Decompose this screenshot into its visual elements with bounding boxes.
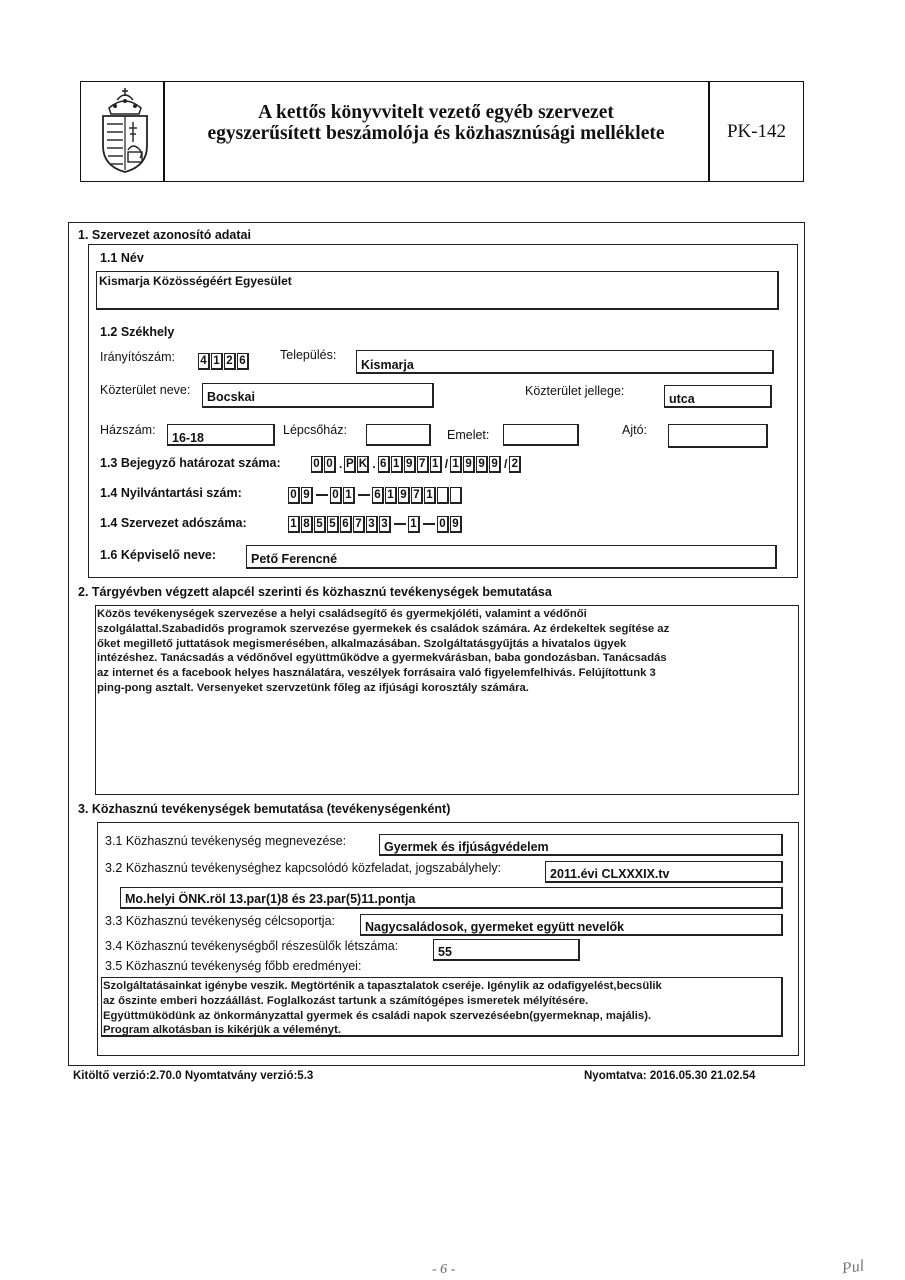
page-mark: - 6 -	[432, 1262, 456, 1277]
tax-char: 5	[314, 516, 326, 533]
street-label: Közterület neve:	[100, 383, 191, 397]
registry-char: 1	[430, 456, 442, 473]
results-text	[103, 979, 785, 1038]
tax-dash	[394, 523, 406, 525]
target-label: 3.3 Közhasznú tevékenység célcsoportja:	[105, 914, 335, 928]
section2-heading: 2. Tárgyévben végzett alapcél szerinti és közhasznú tevékenységek bemutatása	[78, 585, 552, 599]
city-field[interactable]: Kismarja	[356, 350, 774, 374]
house-label: Házszám:	[100, 423, 156, 437]
reg-no-char: 9	[301, 487, 313, 504]
registry-cells[interactable]	[311, 455, 522, 473]
registry-char: K	[357, 456, 369, 473]
name-value: Kismarja Közösségéért Egyesület	[99, 274, 292, 288]
name-label: 1.1 Név	[100, 251, 144, 265]
section2-line: az internet és a facebook helyes használatára, veszélyek forrásaira való figyelemfelhivás. Felújítottunk 3	[97, 667, 656, 680]
reg-no-char	[450, 487, 462, 504]
stair-field[interactable]	[366, 424, 431, 446]
results-line: Együttmüködünk az önkormányzattal gyermek és családi napok szervezéséebn(gyermeknap, majális).	[103, 1009, 652, 1022]
registry-separator: .	[372, 457, 376, 471]
participants-field[interactable]: 55	[433, 939, 580, 961]
tax-cells[interactable]	[288, 515, 463, 533]
zip-label: Irányítószám:	[100, 350, 176, 364]
section2-line: szolgálattal.Szabadidős programok szervezése gyermekek és családok számára. Az érdekeltek segítése az	[97, 622, 670, 635]
section3-heading: 3. Közhasznú tevékenységek bemutatása (tevékenységenként)	[78, 802, 451, 816]
target-field[interactable]: Nagycsaládosok, gyermeket együtt nevelők	[360, 914, 783, 936]
results-line: az őszinte emberi hozzáállást. Foglalkozást tartunk a számítógépes ismeretek mélyítésére.	[103, 994, 589, 1007]
street-type-field[interactable]: utca	[664, 385, 772, 408]
door-label: Ajtó:	[622, 423, 648, 437]
tax-char: 0	[437, 516, 449, 533]
tax-char: 6	[340, 516, 352, 533]
stair-label: Lépcsőház:	[283, 423, 347, 437]
section2-line: őket megillető juttatások megismerésében, alkalmazásában. Szolgáltatásgyűjtás a hivatalos ügyek	[97, 637, 627, 650]
street-field[interactable]: Bocskai	[202, 383, 434, 408]
tax-char: 3	[379, 516, 391, 533]
zip-digit: 4	[198, 353, 210, 370]
section2-text	[97, 607, 799, 696]
public-task-field[interactable]: 2011.évi CLXXXIX.tv	[545, 861, 783, 883]
tax-char: 9	[450, 516, 462, 533]
registry-char: 9	[476, 456, 488, 473]
rep-field[interactable]: Pető Ferencné	[246, 545, 777, 569]
reg-no-dash	[358, 494, 370, 496]
results-line: Program alkotásban is kikérjük a véleményt.	[103, 1024, 341, 1037]
reg-no-cells[interactable]	[288, 486, 463, 504]
results-line: Szolgáltatásainkat igénybe veszik. Megtörténik a tapasztalatok cseréje. Igénylik az odafigyelést,becsülik	[103, 980, 662, 992]
tax-char: 3	[366, 516, 378, 533]
reg-no-label: 1.4 Nyilvántartási szám:	[100, 486, 242, 500]
section2-line: ping-pong asztalt. Versenyeket szervzetünk főleg az ifjúsági korosztály számára.	[97, 681, 529, 694]
reg-no-char: 0	[330, 487, 342, 504]
reg-no-char: 1	[385, 487, 397, 504]
section2-line: intézéshez. Tanácsadás a védőnővel együttműködve a gyermekvárásban, baba gondozásban. Tanácsadás	[97, 652, 667, 665]
registry-char: 9	[463, 456, 475, 473]
document-title-line1: A kettős könyvvitelt vezető egyéb szervezet	[258, 102, 614, 123]
tax-label: 1.4 Szervezet adószáma:	[100, 516, 247, 530]
form-code: PK-142	[726, 121, 787, 142]
rep-label: 1.6 Képviselő neve:	[100, 548, 217, 562]
registry-separator: .	[339, 457, 343, 471]
reg-no-dash	[316, 494, 328, 496]
tax-char: 1	[288, 516, 300, 533]
document-title	[164, 102, 708, 144]
city-label: Település:	[280, 348, 337, 362]
section2-line: Közös tevékenységek szervezése a helyi családsegítő és gyermekjóléti, valamint a védőnői	[97, 608, 587, 620]
coat-of-arms-icon	[95, 86, 155, 176]
zip-digit: 1	[211, 353, 223, 370]
activity-name-label: 3.1 Közhasznú tevékenység megnevezése:	[105, 834, 347, 848]
registry-char: 0	[311, 456, 323, 473]
reg-no-char: 1	[343, 487, 355, 504]
house-field[interactable]: 16-18	[167, 424, 275, 446]
tax-char: 8	[301, 516, 313, 533]
reg-no-char: 0	[288, 487, 300, 504]
tax-char: 1	[408, 516, 420, 533]
street-type-label: Közterület jellege:	[525, 384, 625, 398]
zip-cells[interactable]	[198, 352, 250, 370]
tax-char: 7	[353, 516, 365, 533]
reg-no-char	[437, 487, 449, 504]
footer-version: Kitöltő verzió:2.70.0 Nyomtatvány verzió:5.3	[73, 1070, 314, 1082]
floor-label: Emelet:	[447, 428, 490, 442]
registry-char: 9	[489, 456, 501, 473]
seat-label: 1.2 Székhely	[100, 325, 175, 339]
handwritten-initials: Pul	[840, 1257, 866, 1278]
public-task-field-2[interactable]: Mo.helyi ÖNK.röl 13.par(1)8 és 23.par(5)11.pontja	[120, 887, 783, 909]
registry-char: 9	[404, 456, 416, 473]
name-field[interactable]	[96, 271, 779, 310]
reg-no-char: 7	[411, 487, 423, 504]
floor-field[interactable]	[503, 424, 579, 446]
public-task-label: 3.2 Közhasznú tevékenységhez kapcsolódó közfeladat, jogszabályhely:	[105, 861, 502, 875]
registry-char: 0	[324, 456, 336, 473]
registry-char: 1	[450, 456, 462, 473]
reg-no-char: 6	[372, 487, 384, 504]
reg-no-char: 9	[398, 487, 410, 504]
footer-printed: Nyomtatva: 2016.05.30 21.02.54	[584, 1070, 756, 1082]
registry-char: P	[344, 456, 356, 473]
registry-char: 2	[509, 456, 521, 473]
document-title-line2: egyszerűsített beszámolója és közhasznúsági melléklete	[207, 123, 665, 144]
door-field[interactable]	[668, 424, 768, 448]
participants-label: 3.4 Közhasznú tevékenységből részesülők létszáma:	[105, 939, 399, 953]
registry-label: 1.3 Bejegyző határozat száma:	[100, 456, 281, 470]
registry-char: 6	[378, 456, 390, 473]
registry-char: 1	[391, 456, 403, 473]
activity-name-field[interactable]: Gyermek és ifjúságvédelem	[379, 834, 783, 856]
registry-separator: /	[504, 457, 508, 471]
zip-digit: 2	[224, 353, 236, 370]
reg-no-char: 1	[424, 487, 436, 504]
tax-dash	[423, 523, 435, 525]
registry-separator: /	[444, 457, 449, 471]
section1-heading: 1. Szervezet azonosító adatai	[78, 228, 251, 242]
tax-char: 5	[327, 516, 339, 533]
registry-char: 7	[417, 456, 429, 473]
results-label: 3.5 Közhasznú tevékenység főbb eredményei:	[105, 959, 362, 973]
zip-digit: 6	[237, 353, 249, 370]
